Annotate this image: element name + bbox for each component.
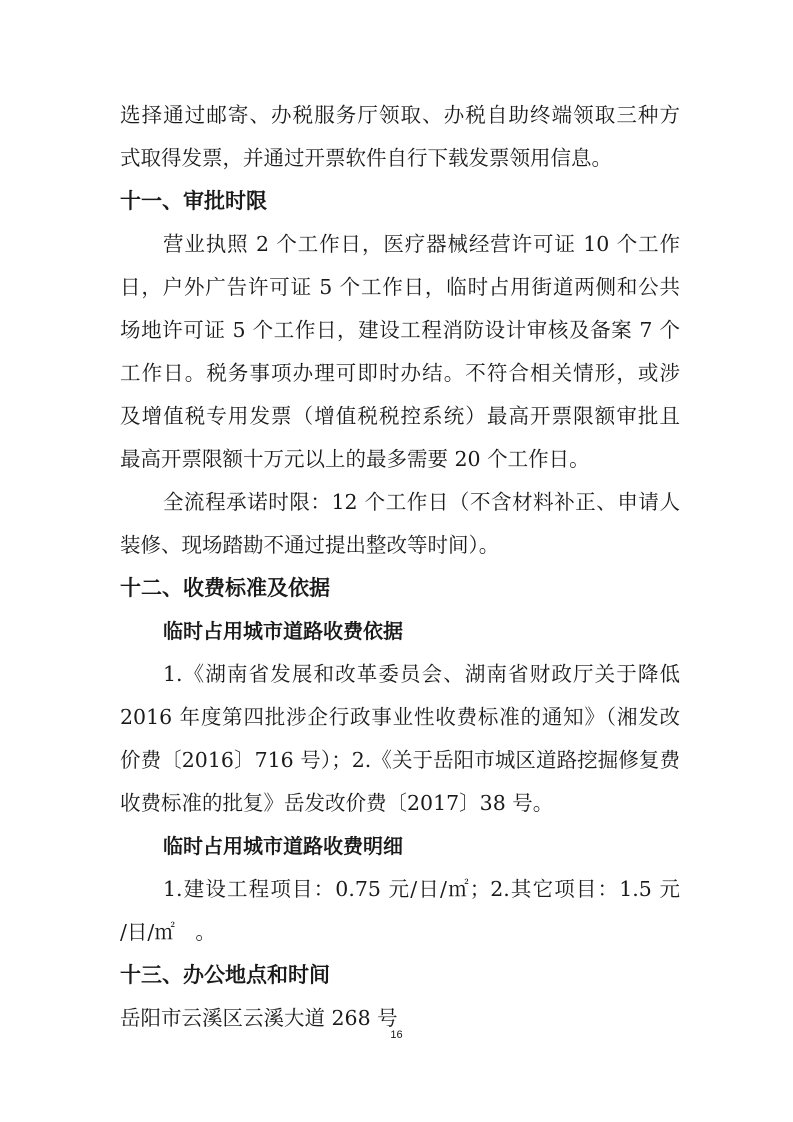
subsection-heading: 临时占用城市道路收费依据 bbox=[163, 619, 403, 643]
section-heading: 十一、审批时限 bbox=[120, 189, 267, 213]
body-line: 式取得发票，并通过开票软件自行下载发票领用信息。 bbox=[120, 146, 612, 170]
body-line: 2016 年度第四批涉企行政事业性收费标准的通知》（湘发改 bbox=[120, 705, 680, 729]
body-line: 岳阳市云溪区云溪大道 268 号 bbox=[120, 1006, 398, 1030]
body-line: 最高开票限额十万元以上的最多需要 20 个工作日。 bbox=[120, 447, 590, 471]
section-heading: 十二、收费标准及依据 bbox=[120, 576, 330, 600]
body-line: 场地许可证 5 个工作日，建设工程消防设计审核及备案 7 个 bbox=[120, 318, 680, 342]
body-line: 日，户外广告许可证 5 个工作日，临时占用街道两侧和公共 bbox=[120, 275, 680, 299]
body-line: 收费标准的批复》岳发改价费〔2017〕38 号。 bbox=[120, 791, 554, 815]
section-heading: 十三、办公地点和时间 bbox=[120, 963, 330, 987]
body-line: /日/㎡ 。 bbox=[120, 920, 216, 944]
body-line: 全流程承诺时限：12 个工作日（不含材料补正、申请人 bbox=[163, 490, 680, 514]
body-line: 价费〔2016〕716 号）；2.《关于岳阳市城区道路挖掘修复费 bbox=[120, 748, 680, 772]
body-line: 装修、现场踏勘不通过提出整改等时间）。 bbox=[120, 533, 500, 557]
body-line: 选择通过邮寄、办税服务厅领取、办税自助终端领取三种方 bbox=[120, 103, 680, 127]
body-line: 1.《湖南省发展和改革委员会、湖南省财政厅关于降低 bbox=[163, 662, 680, 686]
subsection-heading: 临时占用城市道路收费明细 bbox=[163, 834, 403, 858]
body-line: 1.建设工程项目：0.75 元/日/㎡；2.其它项目：1.5 元 bbox=[163, 877, 680, 901]
body-line: 工作日。税务事项办理可即时办结。不符合相关情形，或涉 bbox=[120, 361, 680, 385]
page-number: 16 bbox=[390, 1029, 403, 1041]
body-line: 营业执照 2 个工作日，医疗器械经营许可证 10 个工作 bbox=[163, 232, 680, 256]
body-line: 及增值税专用发票（增值税税控系统）最高开票限额审批且 bbox=[120, 404, 680, 428]
